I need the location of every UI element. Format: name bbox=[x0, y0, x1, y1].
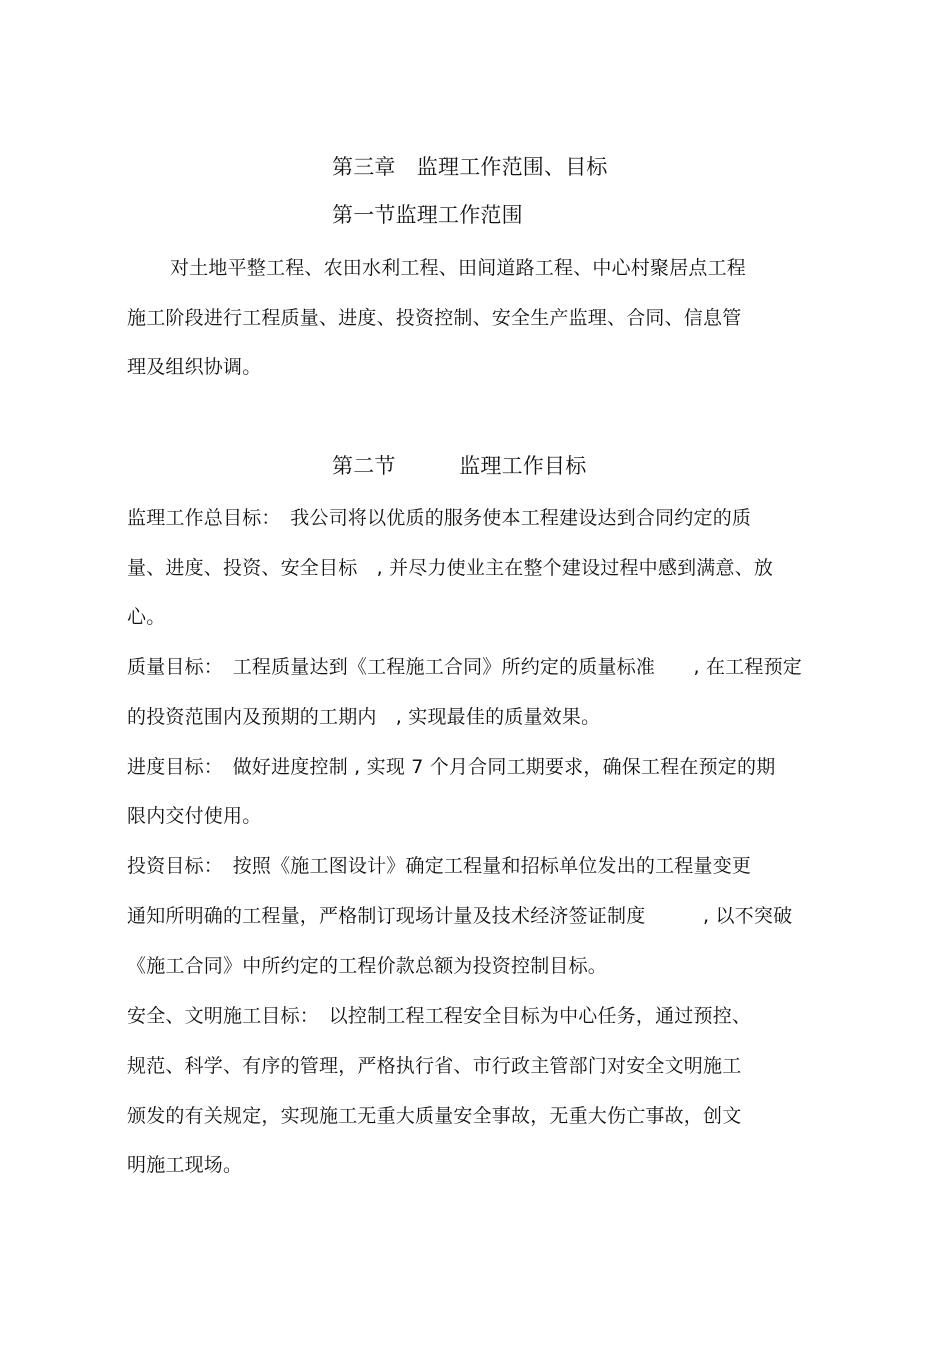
safety-goal-line: 颁发的有关规定，实现施工无重大质量安全事故，无重大伤亡事故，创文 bbox=[127, 1105, 742, 1127]
section1-paragraph-line: 施工阶段进行工程质量、进度、投资控制、安全生产监理、合同、信息管 bbox=[127, 307, 742, 329]
quality-goal-line: 的投资范围内及预期的工期内 , 实现最佳的质量效果。 bbox=[127, 706, 601, 728]
section2-heading: 第二节 监理工作目标 bbox=[332, 454, 587, 478]
section1-heading: 第一节监理工作范围 bbox=[332, 203, 523, 227]
investment-goal-line: 通知所明确的工程量，严格制订现场计量及技术经济签证制度 , 以不突破 bbox=[127, 905, 793, 927]
safety-goal-line: 明施工现场。 bbox=[127, 1154, 243, 1176]
safety-goal-line: 规范、科学、有序的管理，严格执行省、市行政主管部门对安全文明施工 bbox=[127, 1055, 742, 1077]
investment-goal-line: 《施工合同》中所约定的工程价款总额为投资控制目标。 bbox=[127, 955, 608, 977]
section1-paragraph-line: 理及组织协调。 bbox=[127, 356, 262, 378]
schedule-goal-line: 限内交付使用。 bbox=[127, 805, 262, 827]
overall-goal-line: 量、进度、投资、安全目标 , 并尽力使业主在整个建设过程中感到满意、放 bbox=[127, 557, 774, 579]
overall-goal-line: 心。 bbox=[127, 606, 166, 628]
chapter-title: 第三章 监理工作范围、目标 bbox=[332, 155, 608, 179]
quality-goal-line: 质量目标： 工程质量达到《工程施工合同》所约定的质量标准 , 在工程预定 bbox=[127, 656, 802, 678]
section1-paragraph-line: 对土地平整工程、农田水利工程、田间道路工程、中心村聚居点工程 bbox=[170, 257, 747, 279]
safety-goal-line: 安全、文明施工目标： 以控制工程工程安全目标为中心任务，通过预控、 bbox=[127, 1005, 752, 1027]
overall-goal-line: 监理工作总目标： 我公司将以优质的服务使本工程建设达到合同约定的质 bbox=[127, 507, 752, 529]
investment-goal-line: 投资目标： 按照《施工图设计》确定工程量和招标单位发出的工程量变更 bbox=[127, 855, 752, 877]
schedule-goal-line: 进度目标： 做好进度控制 , 实现 7 个月合同工期要求，确保工程在预定的期 bbox=[127, 756, 776, 778]
